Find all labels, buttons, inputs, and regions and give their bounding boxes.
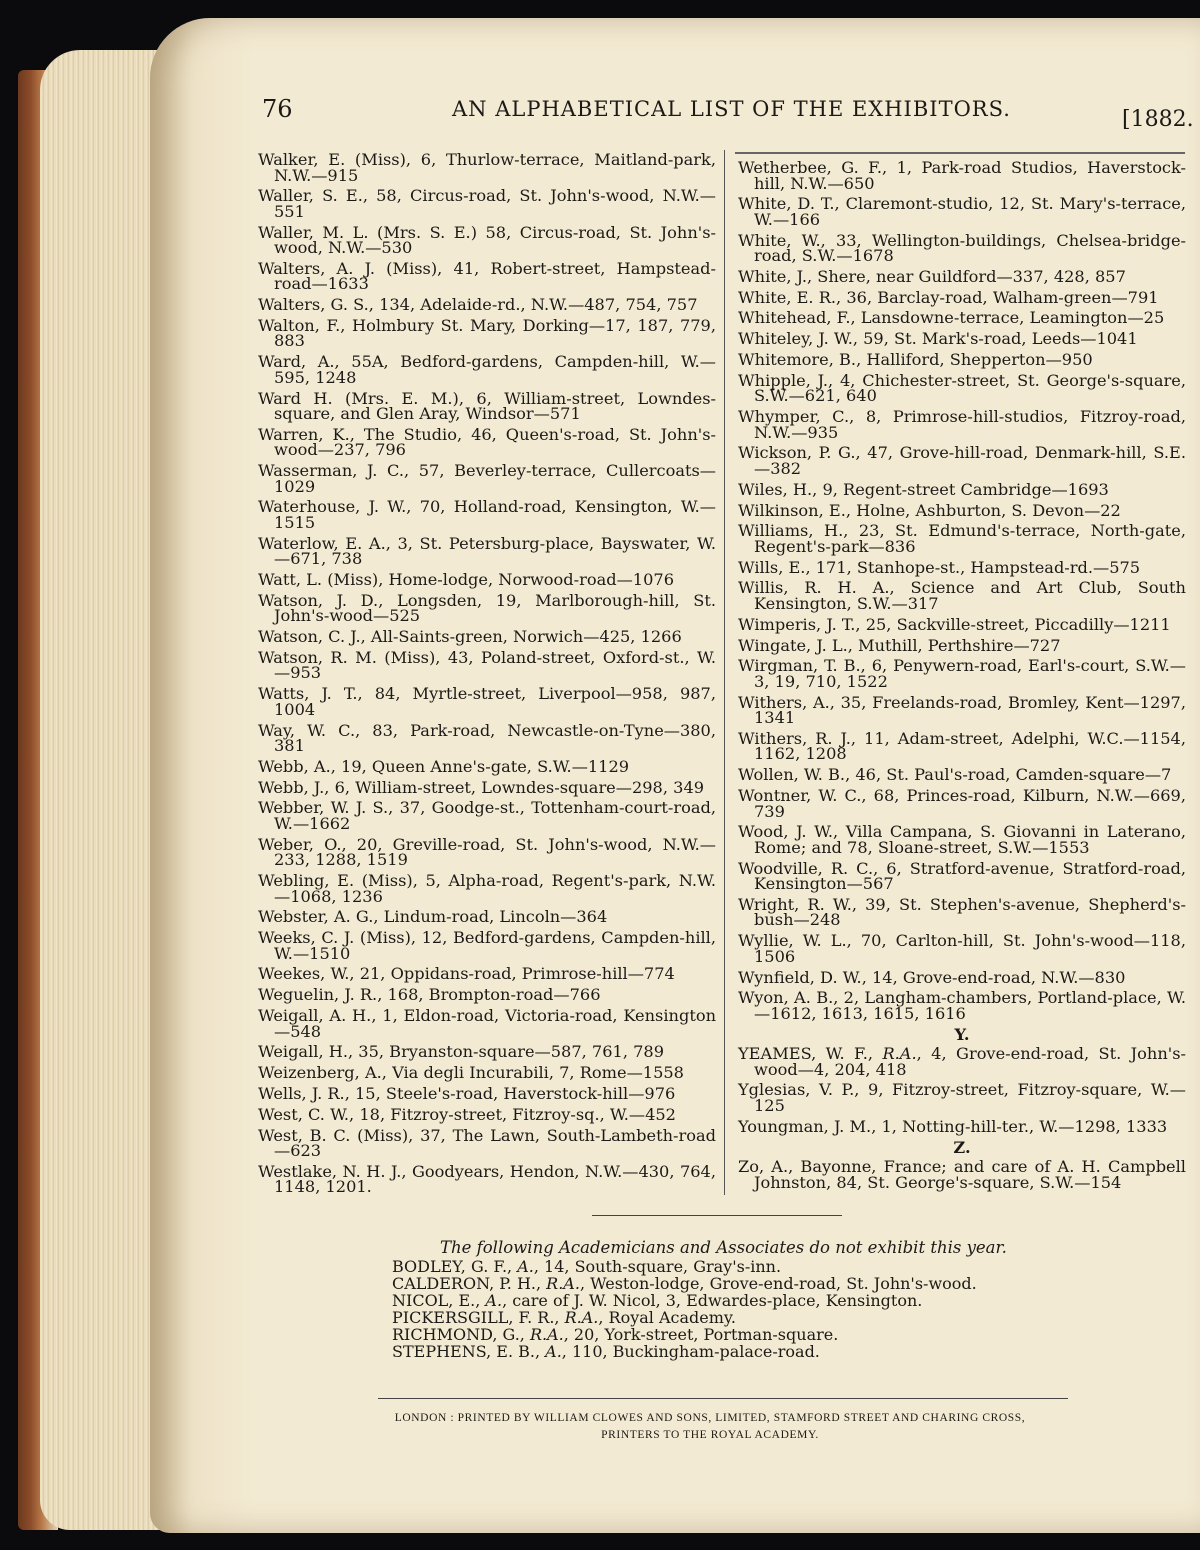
exhibitor-entry: Whiteley, J. W., 59, St. Mark's-road, Leeds—1041	[738, 329, 1138, 349]
exhibitor-entry: Wilkinson, E., Holne, Ashburton, S. Devon—22	[738, 500, 1121, 520]
exhibitor-entry: Weekes, W., 21, Oppidans-road, Primrose-hill—774	[258, 964, 675, 984]
exhibitor-entry: Youngman, J. M., 1, Notting-hill-ter., W.—1298, 1333	[738, 1116, 1168, 1136]
printer-line-1: LONDON : PRINTED BY WILLIAM CLOWES AND SONS, LIMITED, STAMFORD STREET AND CHARING CROSS,	[394, 1412, 1026, 1424]
exhibitor-entry: Weeks, C. J. (Miss), 12, Bedford-gardens, Campden-hill, W.—1510	[258, 928, 716, 963]
exhibitor-entry: Warren, K., The Studio, 46, Queen's-road, St. John's-wood—237, 796	[258, 424, 716, 460]
exhibitor-entry: Whitehead, F., Lansdowne-terrace, Leamington—25	[738, 308, 1165, 328]
exhibitor-entry: Withers, R. J., 11, Adam-street, Adelphi, W.C.—1154, 1162, 1208	[738, 728, 1186, 764]
exhibitor-entry: Waterhouse, J. W., 70, Holland-road, Kensington, W.—1515	[258, 497, 716, 532]
section-rule	[592, 1215, 842, 1216]
exhibitor-entry: Zo, A., Bayonne, France; and care of A. H. Campbell Johnston, 84, St. George's-square, S.W.—154	[738, 1157, 1186, 1192]
academician-name: RICHMOND, G.,	[392, 1325, 530, 1344]
academician-title: R.A.	[564, 1308, 599, 1327]
exhibitor-entry: Watson, J. D., Longsden, 19, Marlborough-hill, St. John's-wood—525	[258, 590, 716, 626]
academician-address: , 20, York-street, Portman-square.	[563, 1325, 839, 1344]
exhibitor-entry: Wirgman, T. B., 6, Penywern-road, Earl's-court, S.W.—3, 19, 710, 1522	[738, 656, 1186, 691]
exhibitor-entry: Wells, J. R., 15, Steele's-road, Haverstock-hill—976	[258, 1083, 676, 1103]
exhibitor-entry: Wickson, P. G., 47, Grove-hill-road, Denmark-hill, S.E.—382	[738, 443, 1186, 478]
exhibitor-entry: Webster, A. G., Lindum-road, Lincoln—364	[258, 907, 608, 927]
exhibitor-entry: Watson, C. J., All-Saints-green, Norwich—425, 1266	[258, 627, 682, 647]
academician-item	[392, 1343, 1072, 1360]
section-letter-z: Z.	[953, 1137, 971, 1157]
exhibitor-entry: Waller, M. L. (Mrs. S. E.) 58, Circus-road, St. John's-wood, N.W.—530	[258, 222, 716, 258]
exhibitor-entry: Wimperis, J. T., 25, Sackville-street, Piccadilly—1211	[738, 614, 1171, 634]
entry-rest: , 4, Grove-end-road, St. John's-wood—4, 204, 418	[754, 1044, 1186, 1079]
running-title: AN ALPHABETICAL LIST OF THE EXHIBITORS.	[452, 97, 1011, 121]
exhibitor-entry: Walters, G. S., 134, Adelaide-rd., N.W.—487, 754, 757	[258, 295, 698, 315]
exhibitor-entry: Webber, W. J. S., 37, Goodge-st., Tottenham-court-road, W.—1662	[258, 798, 716, 833]
exhibitor-entry: Whitemore, B., Halliford, Shepperton—950	[738, 350, 1093, 370]
academician-address: , 110, Buckingham-palace-road.	[561, 1342, 820, 1361]
exhibitor-entry: Wetherbee, G. F., 1, Park-road Studios, Haverstock-hill, N.W.—650	[738, 158, 1186, 193]
page-number: 76	[262, 95, 293, 123]
exhibitor-entry: Whymper, C., 8, Primrose-hill-studios, Fitzroy-road, N.W.—935	[738, 407, 1186, 442]
exhibitor-entry: Ward, A., 55A, Bedford-gardens, Campden-hill, W.—595, 1248	[258, 352, 716, 387]
academician-name: STEPHENS, E. B.,	[392, 1342, 546, 1361]
academician-item	[392, 1326, 1072, 1343]
footer-rule	[378, 1398, 1068, 1399]
academician-title: R.A.	[546, 1274, 580, 1293]
exhibitor-entry: Williams, H., 23, St. Edmund's-terrace, North-gate, Regent's-park—836	[738, 521, 1186, 556]
academicians-list	[392, 1258, 1072, 1360]
exhibitor-entry: Wyllie, W. L., 70, Carlton-hill, St. John's-wood—118, 1506	[738, 931, 1186, 966]
column-divider	[724, 150, 725, 1195]
exhibitor-entry-yeames	[738, 1046, 1186, 1077]
exhibitor-entry: Wiles, H., 9, Regent-street Cambridge—1693	[738, 479, 1109, 499]
academician-title: A.	[545, 1342, 562, 1361]
exhibitor-entry: Watts, J. T., 84, Myrtle-street, Liverpool—958, 987, 1004	[258, 684, 716, 719]
exhibitor-entry: White, J., Shere, near Guildford—337, 428, 857	[738, 266, 1126, 286]
exhibitor-entry: Walton, F., Holmbury St. Mary, Dorking—17, 187, 779, 883	[258, 315, 716, 351]
exhibitor-entry: Wyon, A. B., 2, Langham-chambers, Portland-place, W.—1612, 1613, 1615, 1616	[738, 988, 1186, 1023]
exhibitor-entry: White, W., 33, Wellington-buildings, Chelsea-bridge-road, S.W.—1678	[738, 230, 1186, 266]
exhibitor-entry: Yglesias, V. P., 9, Fitzroy-street, Fitzroy-square, W.—125	[738, 1080, 1186, 1115]
academician-title: A.	[485, 1291, 503, 1310]
academicians-heading: The following Academicians and Associates do not exhibit this year.	[440, 1238, 1007, 1257]
exhibitor-entry: West, C. W., 18, Fitzroy-street, Fitzroy-sq., W.—452	[258, 1104, 676, 1124]
academician-address: , Weston-lodge, Grove-end-road, St. John's-wood.	[579, 1274, 977, 1293]
exhibitor-entry: Woodville, R. C., 6, Stratford-avenue, Stratford-road, Kensington—567	[738, 858, 1186, 894]
year-label: [1882.	[1122, 107, 1194, 132]
exhibitor-entry: Weizenberg, A., Via degli Incurabili, 7, Rome—1558	[258, 1063, 684, 1083]
academician-address: , 14, South-square, Gray's-inn.	[533, 1257, 782, 1276]
exhibitor-entry: Whipple, J., 4, Chichester-street, St. George's-square, S.W.—621, 640	[738, 370, 1186, 406]
academician-name: PICKERSGILL, F. R.,	[392, 1308, 565, 1327]
exhibitor-entry: West, B. C. (Miss), 37, The Lawn, South-Lambeth-road—623	[258, 1125, 716, 1160]
exhibitor-entry: Wood, J. W., Villa Campana, S. Giovanni in Laterano, Rome; and 78, Sloane-street, S.W.—1553	[738, 822, 1186, 857]
printer-line-2: PRINTERS TO THE ROYAL ACADEMY.	[601, 1429, 819, 1441]
exhibitor-entry: White, D. T., Claremont-studio, 12, St. Mary's-terrace, W.—166	[738, 194, 1186, 229]
academician-item	[392, 1275, 1072, 1292]
academician-item	[392, 1292, 1072, 1309]
exhibitor-entry: Withers, A., 35, Freelands-road, Bromley, Kent—1297, 1341	[738, 692, 1186, 728]
exhibitor-entry: Wollen, W. B., 46, St. Paul's-road, Camden-square—7	[738, 765, 1172, 785]
exhibitor-entry: Walters, A. J. (Miss), 41, Robert-street, Hampstead-road—1633	[258, 258, 716, 294]
academician-name: NICOL, E.,	[392, 1291, 486, 1310]
academician-name: BODLEY, G. F.,	[392, 1257, 518, 1276]
exhibitor-entry: Wingate, J. L., Muthill, Perthshire—727	[738, 635, 1061, 655]
right-column	[738, 160, 1186, 1205]
academician-item	[392, 1258, 1072, 1275]
top-rule	[735, 152, 1185, 154]
exhibitor-entry: Westlake, N. H. J., Goodyears, Hendon, N.W.—430, 764, 1148, 1201.	[258, 1161, 716, 1197]
entry-title: R.A.	[882, 1044, 917, 1064]
exhibitor-entry: Walker, E. (Miss), 6, Thurlow-terrace, Maitland-park, N.W.—915	[258, 150, 716, 185]
exhibitor-entry: Wontner, W. C., 68, Princes-road, Kilburn, N.W.—669, 739	[738, 786, 1186, 821]
exhibitor-entry: Wasserman, J. C., 57, Beverley-terrace, Cullercoats—1029	[258, 461, 716, 496]
exhibitor-entry: Wright, R. W., 39, St. Stephen's-avenue, Shepherd's-bush—248	[738, 894, 1186, 930]
exhibitor-entry: Waller, S. E., 58, Circus-road, St. John's-wood, N.W.—551	[258, 186, 716, 221]
academician-title: A.	[517, 1257, 534, 1276]
academician-title: R.A.	[529, 1325, 564, 1344]
printer-imprint	[340, 1410, 1080, 1444]
page-header	[262, 95, 1192, 135]
academician-name: CALDERON, P. H.,	[392, 1274, 547, 1293]
exhibitor-entry: Webb, J., 6, William-street, Lowndes-square—298, 349	[258, 777, 705, 797]
exhibitor-entry: Way, W. C., 83, Park-road, Newcastle-on-Tyne—380, 381	[258, 720, 716, 756]
exhibitor-entry: Wills, E., 171, Stanhope-st., Hampstead-rd.—575	[738, 557, 1141, 577]
academician-address: , Royal Academy.	[598, 1308, 736, 1327]
exhibitor-entry: White, E. R., 36, Barclay-road, Walham-green—791	[738, 287, 1159, 307]
exhibitor-entry: Watt, L. (Miss), Home-lodge, Norwood-road—1076	[258, 570, 674, 590]
exhibitor-entry: Ward H. (Mrs. E. M.), 6, William-street, Lowndes-square, and Glen Aray, Windsor—571	[258, 388, 716, 424]
exhibitor-entry: Watson, R. M. (Miss), 43, Poland-street, Oxford-st., W.—953	[258, 647, 716, 683]
exhibitor-entry: Waterlow, E. A., 3, St. Petersburg-place, Bayswater, W.—671, 738	[258, 533, 716, 569]
exhibitor-entry: Weguelin, J. R., 168, Brompton-road—766	[258, 985, 601, 1005]
academician-address: , care of J. W. Nicol, 3, Edwardes-place, Kensington.	[502, 1291, 923, 1310]
section-letter-y: Y.	[954, 1024, 970, 1044]
exhibitor-entry: Weigall, A. H., 1, Eldon-road, Victoria-road, Kensington—548	[258, 1006, 716, 1041]
academician-item	[392, 1309, 1072, 1326]
left-column	[258, 150, 716, 1197]
exhibitor-entry: Wynfield, D. W., 14, Grove-end-road, N.W.—830	[738, 967, 1126, 987]
exhibitor-entry: Webb, A., 19, Queen Anne's-gate, S.W.—1129	[258, 756, 630, 776]
exhibitor-entry: Weber, O., 20, Greville-road, St. John's-wood, N.W.—233, 1288, 1519	[258, 834, 716, 870]
exhibitor-entry: Webling, E. (Miss), 5, Alpha-road, Regent's-park, N.W.—1068, 1236	[258, 871, 716, 906]
entry-name: YEAMES, W. F.,	[738, 1044, 883, 1064]
exhibitor-entry: Willis, R. H. A., Science and Art Club, South Kensington, S.W.—317	[738, 578, 1186, 613]
exhibitor-entry: Weigall, H., 35, Bryanston-square—587, 761, 789	[258, 1042, 665, 1062]
